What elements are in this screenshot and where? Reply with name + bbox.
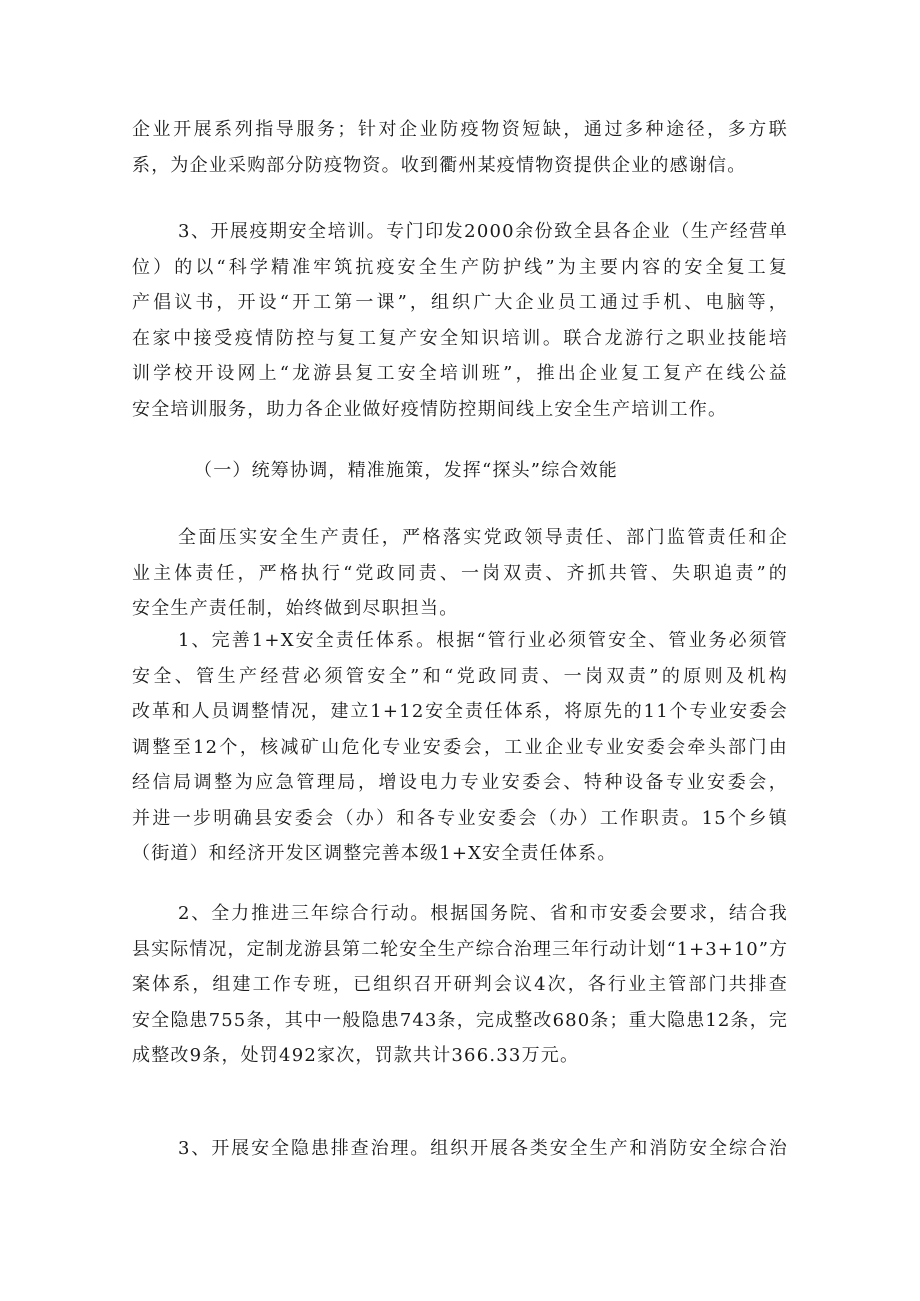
text-line: 产倡议书，开设“开工第一课”，组织广大企业员工通过手机、电脑等，: [132, 292, 788, 313]
text-line: 安全、管生产经营必须管安全”和“党政同责、一岗双责”的原则及机构: [132, 665, 788, 687]
paragraph-continuation: [132, 112, 788, 183]
text-line: 并进一步明确县安委会（办）和各专业安委会（办）工作职责。15个乡镇: [132, 807, 788, 829]
text-line: 县实际情况，定制龙游县第二轮安全生产综合治理三年行动计划“1+3+10”方: [132, 938, 788, 960]
text-line: 业主体责任，严格执行“党政同责、一岗双责、齐抓共管、失职追责”的: [132, 562, 788, 584]
text-line: 训学校开设网上“龙游县复工安全培训班”，推出企业复工复产在线公益: [132, 363, 788, 384]
paragraph-responsibility: [132, 520, 788, 627]
text-line: 全面压实安全生产责任，严格落实党政领导责任、部门监管责任和企: [178, 527, 788, 548]
paragraph-hazard-inspection: [132, 1131, 788, 1167]
text-line: 安全生产责任制，始终做到尽职担当。: [132, 598, 459, 619]
heading-line: （一）统筹协调，精准施策，发挥“探头”综合效能: [194, 460, 619, 481]
text-line: 安全培训服务，助力各企业做好疫情防控期间线上安全生产培训工作。: [132, 398, 728, 420]
text-line: 改革和人员调整情况，建立1+12安全责任体系，将原先的11个专业安委会: [132, 701, 788, 722]
text-line: 3、开展安全隐患排查治理。组织开展各类安全生产和消防安全综合治: [178, 1138, 788, 1159]
text-line: 3、开展疫期安全培训。专门印发2000余份致全县各企业（生产经营单: [178, 221, 788, 242]
text-line: （街道）和经济开发区调整完善本级1+X安全责任体系。: [132, 843, 617, 864]
text-line: 系，为企业采购部分防疫物资。收到衢州某疫情物资提供企业的感谢信。: [132, 154, 747, 176]
text-line: 位）的以“科学精准牢筑抗疫安全生产防护线”为主要内容的安全复工复: [132, 256, 788, 278]
text-line: 2、全力推进三年综合行动。根据国务院、省和市安委会要求，结合我: [178, 903, 788, 924]
paragraph-three-year-action: [132, 896, 788, 1074]
text-line: 企业开展系列指导服务；针对企业防疫物资短缺，通过多种途径，多方联: [132, 119, 788, 140]
text-line: 安全隐患755条，其中一般隐患743条，完成整改680条；重大隐患12条，完: [132, 1009, 788, 1031]
text-line: 经信局调整为应急管理局，增设电力专业安委会、特种设备专业安委会，: [132, 772, 788, 793]
section-heading: [132, 453, 788, 489]
paragraph-epidemic-training: [132, 214, 788, 427]
text-line: 案体系，组建工作专班，已组织召开研判会议4次，各行业主管部门共排查: [132, 974, 788, 995]
text-line: 调整至12个，核减矿山危化专业安委会，工业企业专业安委会牵头部门由: [132, 736, 788, 758]
text-line: 在家中接受疫情防控与复工复产安全知识培训。联合龙游行之职业技能培: [132, 327, 788, 349]
text-line: 1、完善1+X安全责任体系。根据“管行业必须管安全、管业务必须管: [178, 630, 788, 651]
paragraph-responsibility-system: [132, 623, 788, 872]
text-line: 成整改9条，处罚492家次，罚款共计366.33万元。: [132, 1045, 580, 1066]
